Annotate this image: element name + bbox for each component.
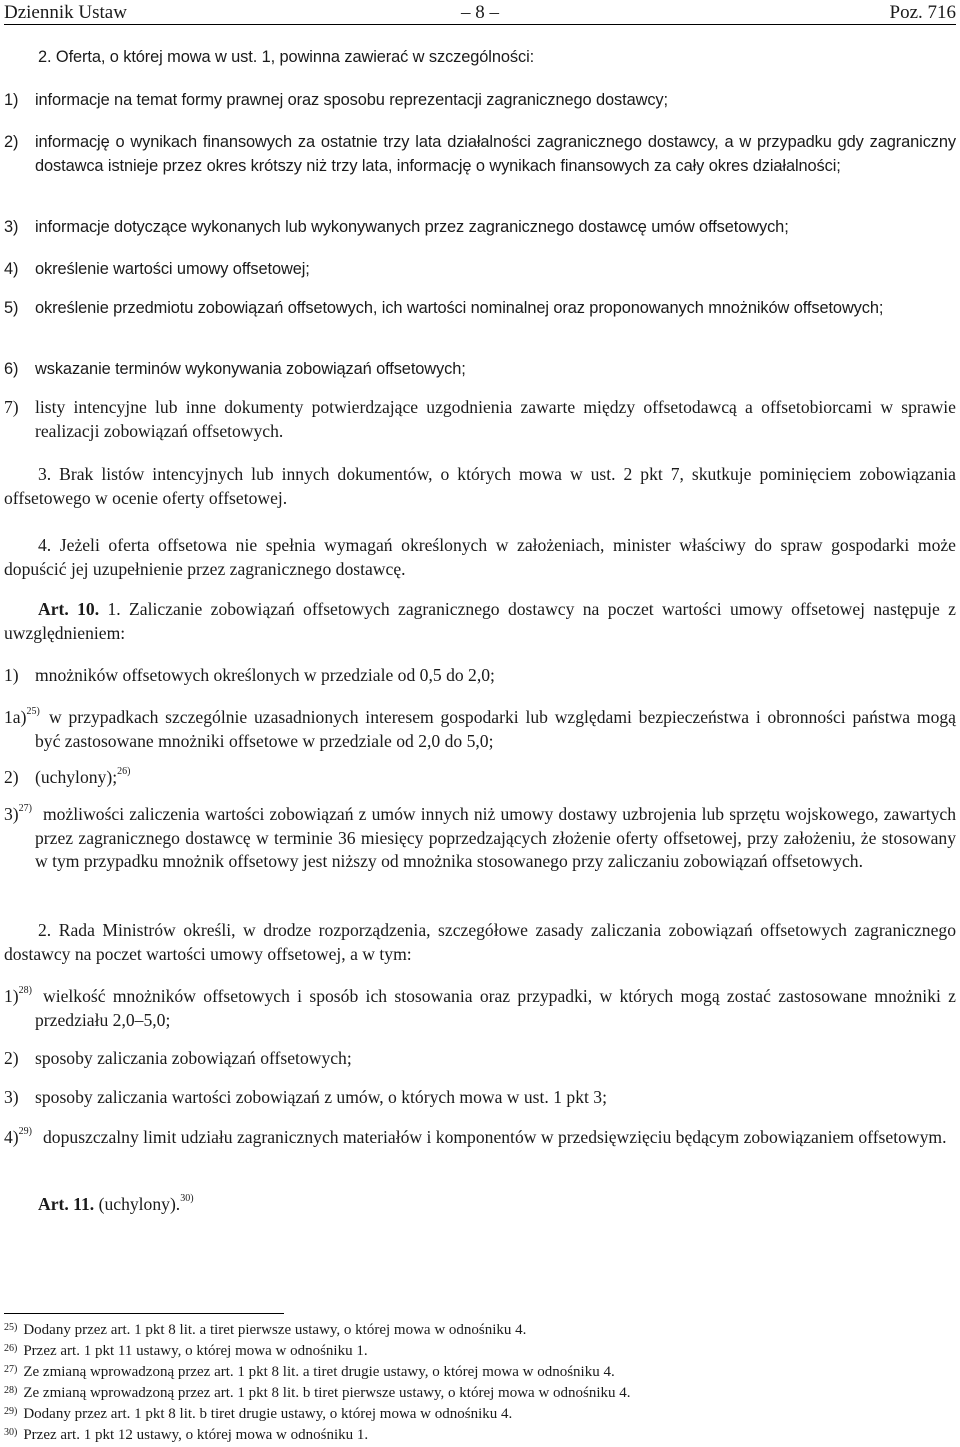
article-10-text: 1. Zaliczanie zobowiązań offsetowych zagranicznego dostawcy na poczet wartości umowy offsetowej następuje z uwzględnieniem: xyxy=(4,599,956,643)
list-a-text: informacje na temat formy prawnej oraz sposobu reprezentacji zagranicznego dostawcy; xyxy=(35,91,668,109)
footnote-ref[interactable]: 30) xyxy=(180,1193,194,1205)
footnote xyxy=(4,1405,512,1425)
list-a-text: informacje dotyczące wykonanych lub wykonywanych przez zagranicznego dostawcę umów offsetowych; xyxy=(35,218,789,236)
footnote-mark: 25) xyxy=(4,1322,18,1333)
journal-title: Dziennik Ustaw xyxy=(4,2,127,23)
footnote-text: Dodany przez art. 1 pkt 8 lit. a tiret pierwsze ustawy, o której mowa w odnośniku 4. xyxy=(23,1322,527,1338)
footnote-mark: 29) xyxy=(4,1406,18,1417)
section-2-intro: 2. Oferta, o której mowa w ust. 1, powinna zawierać w szczególności: xyxy=(38,48,535,66)
list-a-num: 6) xyxy=(4,360,19,378)
list-a-text: listy intencyjne lub inne dokumenty potwierdzające uzgodnienia zawarte między offsetodawcą a offsetobiorcami w sprawie realizacji zobowiązań offsetowych. xyxy=(35,397,956,441)
list-b-item-1a xyxy=(4,706,956,753)
list-c-num-label: 1) xyxy=(4,986,19,1006)
list-c-item-3 xyxy=(4,1086,956,1110)
list-a-num: 7) xyxy=(4,397,19,417)
list-a-num: 3) xyxy=(4,218,19,236)
list-a-item-5 xyxy=(4,297,956,321)
footnote-divider xyxy=(4,1313,284,1314)
list-c-num: 3) xyxy=(4,1087,19,1107)
position-number: Poz. 716 xyxy=(889,2,956,23)
list-b-num-label: 1a) xyxy=(4,707,27,727)
list-b-text xyxy=(35,766,956,790)
list-a-item-3 xyxy=(4,216,956,240)
header-divider xyxy=(4,24,956,25)
footnote-mark: 26) xyxy=(4,1343,18,1354)
article-10-label: Art. 10. xyxy=(38,599,100,619)
article-10-par-2: 2. Rada Ministrów określi, w drodze rozporządzenia, szczegółowe zasady zaliczania zobowiązań offsetowych zagranicznego dostawcy na poczet wartości umowy offsetowej, a w tym: xyxy=(4,920,956,964)
footnote xyxy=(4,1321,526,1341)
list-a-item-7 xyxy=(4,396,956,443)
list-c-text: sposoby zaliczania wartości zobowiązań z umów, o których mowa w ust. 1 pkt 3; xyxy=(35,1087,607,1107)
list-a-text: określenie wartości umowy offsetowej; xyxy=(35,260,310,278)
list-b-num-label: 3) xyxy=(4,804,19,824)
page-number: – 8 – xyxy=(461,2,499,23)
list-c-item-4 xyxy=(4,1126,956,1150)
list-c-text: wielkość mnożników offsetowych i sposób ich stosowania oraz przypadki, w których mogą zostać zastosowane mnożniki z przedziału 2,0–5,0; xyxy=(35,986,956,1030)
list-a-text: wskazanie terminów wykonywania zobowiązań offsetowych; xyxy=(35,360,466,378)
list-b-num: 1) xyxy=(4,665,19,685)
footnote-ref[interactable]: 29) xyxy=(18,1126,32,1138)
article-11-label: Art. 11. xyxy=(38,1194,95,1214)
footnote-text: Ze zmianą wprowadzoną przez art. 1 pkt 8 lit. a tiret drugie ustawy, o której mowa w odnośniku 4. xyxy=(23,1364,615,1380)
list-a-item-6 xyxy=(4,358,956,382)
list-a-num: 2) xyxy=(4,133,19,151)
list-b-item-1 xyxy=(4,664,956,688)
list-b-num xyxy=(4,706,40,730)
paragraph-4: 4. Jeżeli oferta offsetowa nie spełnia wymagań określonych w założeniach, minister właściwy do spraw gospodarki może dopuścić jej uzupełnienie przez zagranicznego dostawcę. xyxy=(4,535,956,579)
list-a-item-2 xyxy=(4,131,956,178)
list-c-num xyxy=(4,985,32,1009)
list-b-num: 2) xyxy=(4,767,19,787)
list-b-item-3 xyxy=(4,803,956,874)
footnote xyxy=(4,1426,368,1446)
footnote xyxy=(4,1363,615,1383)
footnote-mark: 28) xyxy=(4,1385,18,1396)
list-c-item-1 xyxy=(4,985,956,1032)
page-header xyxy=(4,2,956,24)
list-b-text: możliwości zaliczenia wartości zobowiązań z umów innych niż umowy dostawy uzbrojenia lub sprzętu wojskowego, zawartych przez zagranicznego dostawcę w terminie 36 miesięcy poprzedzających złożenie oferty offsetowej, przy założeniu, że stosowany w tym przypadku mnożnik offsetowy jest niższy od mnożnika stosowanego przy zaliczaniu zobowiązań offsetowych. xyxy=(35,804,956,871)
list-b-text: mnożników offsetowych określonych w przedziale od 0,5 do 2,0; xyxy=(35,665,495,685)
footnote-mark: 30) xyxy=(4,1427,18,1438)
list-b-text-label: (uchylony); xyxy=(35,767,118,787)
footnote xyxy=(4,1384,631,1404)
list-c-num: 2) xyxy=(4,1048,19,1068)
list-b-text: w przypadkach szczególnie uzasadnionych interesem gospodarki lub względami bezpieczeństwa i obronności państwa mogą być zastosowane mnożniki offsetowe w przedziale od 2,0 do 5,0; xyxy=(35,707,956,751)
article-11 xyxy=(38,1193,194,1217)
footnote xyxy=(4,1342,368,1362)
list-c-text: dopuszczalny limit udziału zagranicznych materiałów i komponentów w przedsięwzięciu będącym zobowiązaniem offsetowym. xyxy=(43,1127,947,1147)
list-c-text: sposoby zaliczania zobowiązań offsetowych; xyxy=(35,1048,352,1068)
footnote-ref[interactable]: 28) xyxy=(18,985,32,997)
list-a-item-4 xyxy=(4,258,956,282)
list-a-num: 1) xyxy=(4,91,19,109)
paragraph-3: 3. Brak listów intencyjnych lub innych dokumentów, o których mowa w ust. 2 pkt 7, skutkuje pominięciem zobowiązania offsetowego w ocenie oferty offsetowej. xyxy=(4,464,956,508)
list-a-num: 4) xyxy=(4,260,19,278)
list-a-text: określenie przedmiotu zobowiązań offsetowych, ich wartości nominalnej oraz proponowanych mnożników offsetowych; xyxy=(35,299,884,317)
list-c-num xyxy=(4,1126,32,1150)
footnote-text: Ze zmianą wprowadzoną przez art. 1 pkt 8 lit. b tiret pierwsze ustawy, o której mowa w odnośniku 4. xyxy=(23,1385,631,1401)
article-10-par-1 xyxy=(4,598,956,645)
footnote-text: Dodany przez art. 1 pkt 8 lit. b tiret drugie ustawy, o której mowa w odnośniku 4. xyxy=(23,1406,513,1422)
footnote-ref[interactable]: 27) xyxy=(18,803,32,815)
footnote-ref[interactable]: 25) xyxy=(26,706,40,718)
list-a-item-1 xyxy=(4,89,956,113)
footnote-ref[interactable]: 26) xyxy=(117,766,131,778)
footnote-text: Przez art. 1 pkt 11 ustawy, o której mowa w odnośniku 1. xyxy=(23,1343,368,1359)
list-a-text: informację o wynikach finansowych za ostatnie trzy lata działalności zagranicznego dostawcy, a w przypadku gdy zagraniczny dostawca istnieje przez okres krótszy niż trzy lata, informację o wynikach finansowych za cały okres działalności; xyxy=(35,133,956,175)
footnote-mark: 27) xyxy=(4,1364,18,1375)
list-b-item-2 xyxy=(4,766,956,790)
list-b-num xyxy=(4,803,32,827)
list-c-item-2 xyxy=(4,1047,956,1071)
list-c-num-label: 4) xyxy=(4,1127,19,1147)
list-a-num: 5) xyxy=(4,299,19,317)
article-11-text: (uchylony). xyxy=(98,1194,181,1214)
footnote-text: Przez art. 1 pkt 12 ustawy, o której mowa w odnośniku 1. xyxy=(23,1427,369,1443)
